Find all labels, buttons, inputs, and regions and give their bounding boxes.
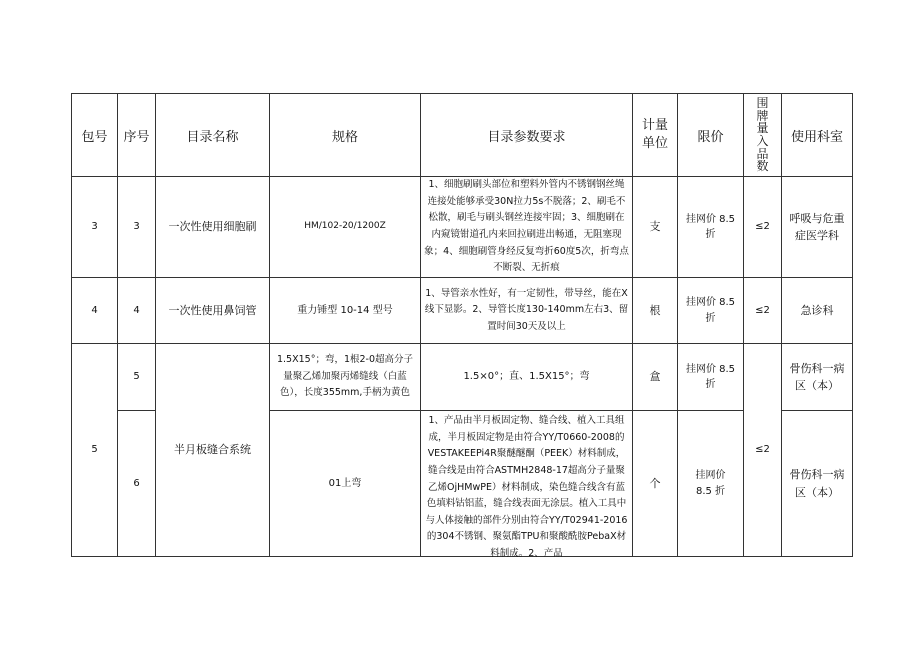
bao-hao-cell: 3 xyxy=(72,177,118,278)
header-guige: 规格 xyxy=(270,94,421,177)
header-xu-hao: 序号 xyxy=(118,94,156,177)
params-cell: 1、导管亲水性好，有一定韧性，带导丝，能在X线下显影。2、导管长度130-140mm左右3、留置时间30天及以上 xyxy=(421,278,633,344)
name-cell: 一次性使用鼻饲管 xyxy=(156,278,270,344)
params-cell: 1、细胞刷刷头部位和塑料外管内不锈钢钢丝绳连接处能够承受30N拉力5s不脱落；2、刷毛不松散，刷毛与刷头钢丝连接牢固；3、细胞刷在内窥镜钳道孔内来回拉刷进出畅通，无阻塞现象；4、细胞刷管身经反复弯折60度5次，折弯点不断裂、无折痕 xyxy=(421,177,633,278)
price-cell: 挂网价 8.5 折 xyxy=(678,411,744,557)
spec-cell: 重力锤型 10-14 型号 xyxy=(270,278,421,344)
unit-cell: 盒 xyxy=(633,344,678,411)
unit-cell: 支 xyxy=(633,177,678,278)
price-cell: 挂网价 8.5 折 xyxy=(678,177,744,278)
header-canshu-yaoqiu: 目录参数要求 xyxy=(421,94,633,177)
params-cell: 1.5×0°；直、1.5X15°；弯 xyxy=(421,344,633,411)
price-cell: 挂网价 8.5 折 xyxy=(678,344,744,411)
name-cell: 一次性使用细胞刷 xyxy=(156,177,270,278)
dept-cell: 呼吸与危重症医学科 xyxy=(782,177,853,278)
count-cell: ≤2 xyxy=(744,177,782,278)
xu-hao-cell: 5 xyxy=(118,344,156,411)
header-xianjia: 限价 xyxy=(678,94,744,177)
unit-cell: 根 xyxy=(633,278,678,344)
bao-hao-cell: 5 xyxy=(72,344,118,557)
table-row xyxy=(72,177,853,278)
dept-cell: 急诊科 xyxy=(782,278,853,344)
xu-hao-cell: 6 xyxy=(118,411,156,557)
header-bao-hao: 包号 xyxy=(72,94,118,177)
header-row xyxy=(72,94,853,177)
count-cell: ≤2 xyxy=(744,278,782,344)
procurement-table xyxy=(71,93,853,557)
dept-cell: 骨伤科一病区（本） xyxy=(782,344,853,411)
spec-cell: HM/102-20/1200Z xyxy=(270,177,421,278)
spec-cell: 01上弯 xyxy=(270,411,421,557)
dept-cell: 骨伤科一病区（本） xyxy=(782,411,853,557)
header-jiliang-danwei: 计量单位 xyxy=(633,94,678,177)
xu-hao-cell: 4 xyxy=(118,278,156,344)
spec-cell: 1.5X15°；弯，1根2-0超高分子量聚乙烯加聚丙烯缝线（白蓝色），长度355mm,手柄为黄色 xyxy=(270,344,421,411)
header-weipai-ruwei-shu: 围牌量入品数 xyxy=(744,94,782,177)
count-cell: ≤2 xyxy=(744,344,782,557)
bao-hao-cell: 4 xyxy=(72,278,118,344)
params-cell: 1、产品由半月板固定物、缝合线、植入工具组成，半月板固定物是由符合YY/T0660-2008的VESTAKEEPi4R聚醚醚酮（PEEK）材料制成，缝合线是由符合ASTMH2848-17超高分子量聚乙烯OjHMwPE）材料制成，染色缝合线含有蓝色填料钴铝蓝，缝合线表面无涂层。植入工具中与人体接触的部件分别由符合YY/T02941-2016的304不锈钢、聚氨酯TPU和聚酸酰胺PebaX材料制成。2、产品 xyxy=(421,411,633,557)
unit-cell: 个 xyxy=(633,411,678,557)
header-shiyong-keshi: 使用科室 xyxy=(782,94,853,177)
xu-hao-cell: 3 xyxy=(118,177,156,278)
price-cell: 挂网价 8.5 折 xyxy=(678,278,744,344)
table-row xyxy=(72,278,853,344)
header-mulu-mingcheng: 目录名称 xyxy=(156,94,270,177)
name-cell: 半月板缝合系统 xyxy=(156,344,270,557)
table-row xyxy=(72,344,853,411)
